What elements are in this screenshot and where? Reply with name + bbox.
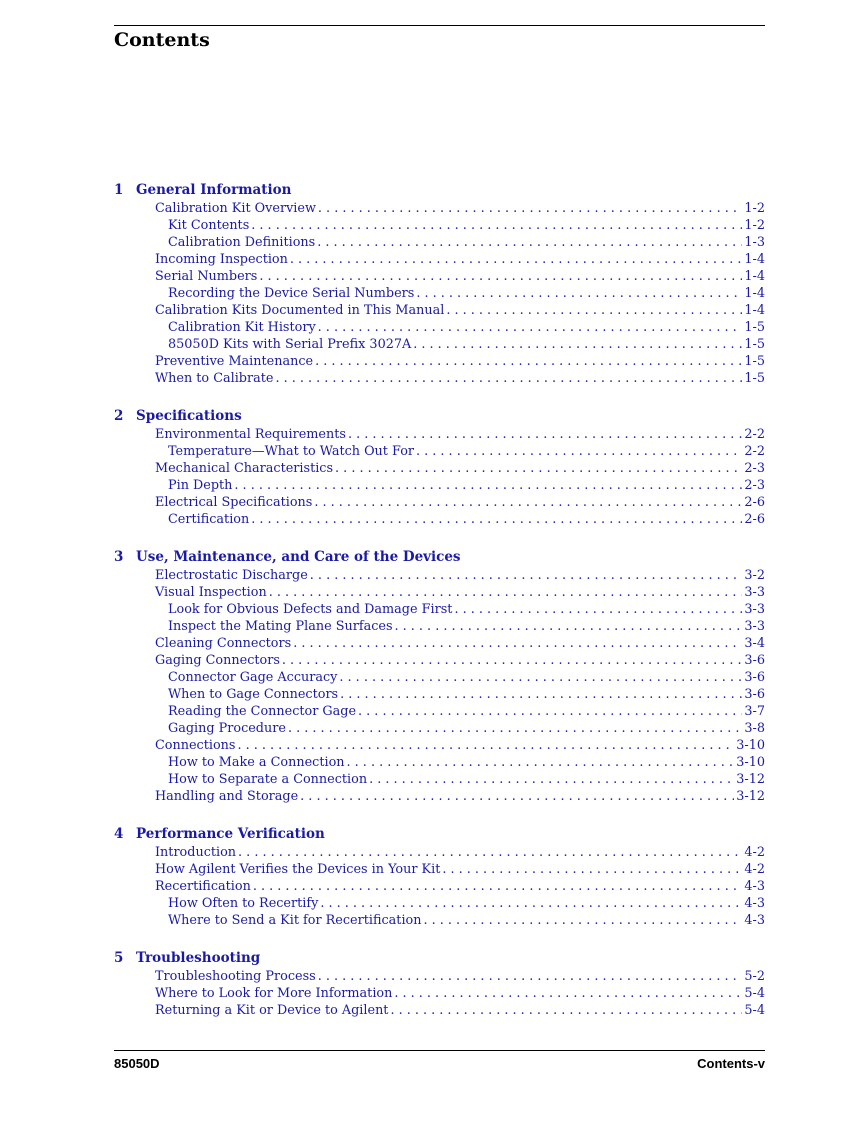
- toc-section-entry[interactable]: [114, 200, 765, 217]
- toc-entry-page: 3-6: [744, 687, 765, 702]
- toc-subsection-entry[interactable]: [114, 443, 765, 460]
- toc-section-entry[interactable]: [114, 460, 765, 477]
- toc-entry-title: How Agilent Verifies the Devices in Your Kit: [155, 862, 441, 877]
- dot-leader: [315, 353, 742, 370]
- toc-entry-page: 4-3: [744, 913, 765, 928]
- dot-leader: [318, 200, 742, 217]
- toc-entry-title: Recertification: [155, 879, 251, 894]
- toc-entry-page: 3-3: [744, 619, 765, 634]
- toc-subsection-entry[interactable]: [114, 895, 765, 912]
- toc-entry-title: Electrostatic Discharge: [155, 568, 308, 583]
- chapter-title: Use, Maintenance, and Care of the Devices: [136, 549, 461, 565]
- dot-leader: [234, 477, 742, 494]
- toc-entry-page: 5-4: [744, 986, 765, 1001]
- toc-entry-page: 5-2: [744, 969, 765, 984]
- dot-leader: [237, 737, 734, 754]
- chapter-number: 5: [114, 950, 124, 966]
- dot-leader: [293, 635, 742, 652]
- toc-entry-page: 3-3: [744, 585, 765, 600]
- chapter-number: 3: [114, 549, 124, 565]
- toc-subsection-entry[interactable]: [114, 336, 765, 353]
- dot-leader: [335, 460, 742, 477]
- toc-entry-title: Reading the Connector Gage: [168, 704, 357, 719]
- dot-leader: [416, 443, 742, 460]
- toc-entry-page: 5-4: [744, 1003, 765, 1018]
- toc-entry-title: Calibration Kit History: [168, 320, 316, 335]
- toc-subsection-entry[interactable]: [114, 511, 765, 528]
- toc-entry-page: 2-6: [744, 512, 765, 527]
- toc-entry-page: 1-4: [744, 269, 765, 284]
- dot-leader: [282, 652, 743, 669]
- toc-entry-title: How Often to Recertify: [168, 896, 319, 911]
- toc-entry-title: Visual Inspection: [155, 585, 267, 600]
- toc-entry-page: 1-3: [744, 235, 765, 250]
- dot-leader: [317, 234, 742, 251]
- toc-section-entry[interactable]: [114, 861, 765, 878]
- toc-subsection-entry[interactable]: [114, 618, 765, 635]
- dot-leader: [259, 268, 742, 285]
- toc-subsection-entry[interactable]: [114, 754, 765, 771]
- toc-entry-page: 3-12: [736, 772, 765, 787]
- toc-entry-title: 85050D Kits with Serial Prefix 3027A: [168, 337, 412, 352]
- toc-subsection-entry[interactable]: [114, 234, 765, 251]
- table-of-contents: [114, 181, 765, 1039]
- toc-entry-title: Connections: [155, 738, 236, 753]
- footer-manual-number: 85050D: [114, 1056, 160, 1071]
- toc-entry-page: 1-5: [744, 371, 765, 386]
- toc-entry-title: Preventive Maintenance: [155, 354, 314, 369]
- toc-entry-page: 1-5: [744, 320, 765, 335]
- toc-entry-page: 2-3: [744, 478, 765, 493]
- dot-leader: [390, 1002, 742, 1019]
- dot-leader: [369, 771, 734, 788]
- toc-entry-page: 3-2: [744, 568, 765, 583]
- dot-leader: [416, 285, 742, 302]
- toc-section-entry[interactable]: [114, 268, 765, 285]
- dot-leader: [290, 251, 743, 268]
- toc-entry-title: Where to Look for More Information: [155, 986, 393, 1001]
- toc-entry-page: 4-3: [744, 879, 765, 894]
- chapter-title: General Information: [136, 182, 292, 198]
- toc-entry-title: Pin Depth: [168, 478, 233, 493]
- toc-entry-title: When to Gage Connectors: [168, 687, 339, 702]
- toc-entry-page: 3-6: [744, 653, 765, 668]
- toc-entry-page: 3-10: [736, 738, 765, 753]
- dot-leader: [339, 669, 742, 686]
- toc-subsection-entry[interactable]: [114, 477, 765, 494]
- toc-subsection-entry[interactable]: [114, 912, 765, 929]
- toc-section-entry[interactable]: [114, 1002, 765, 1019]
- toc-section-entry[interactable]: [114, 985, 765, 1002]
- toc-entry-page: 2-3: [744, 461, 765, 476]
- toc-entry-title: When to Calibrate: [155, 371, 274, 386]
- dot-leader: [314, 494, 742, 511]
- toc-subsection-entry[interactable]: [114, 703, 765, 720]
- toc-section-entry[interactable]: [114, 567, 765, 584]
- toc-section-entry[interactable]: [114, 426, 765, 443]
- toc-entry-page: 3-7: [744, 704, 765, 719]
- toc-entry-title: Electrical Specifications: [155, 495, 313, 510]
- toc-entry-page: 3-6: [744, 670, 765, 685]
- toc-section-entry[interactable]: [114, 494, 765, 511]
- toc-subsection-entry[interactable]: [114, 771, 765, 788]
- toc-entry-title: Calibration Definitions: [168, 235, 316, 250]
- toc-entry-title: Where to Send a Kit for Recertification: [168, 913, 422, 928]
- toc-entry-page: 2-2: [744, 427, 765, 442]
- dot-leader: [454, 601, 742, 618]
- toc-entry-title: Connector Gage Accuracy: [168, 670, 338, 685]
- toc-entry-title: Calibration Kit Overview: [155, 201, 316, 216]
- toc-entry-page: 1-2: [744, 218, 765, 233]
- dot-leader: [340, 686, 742, 703]
- toc-entry-page: 1-4: [744, 286, 765, 301]
- toc-entry-title: Certification: [168, 512, 250, 527]
- toc-entry-title: Cleaning Connectors: [155, 636, 292, 651]
- toc-chapter: [114, 548, 765, 805]
- toc-entry-title: Temperature—What to Watch Out For: [168, 444, 415, 459]
- toc-subsection-entry[interactable]: [114, 217, 765, 234]
- toc-entry-title: Look for Obvious Defects and Damage First: [168, 602, 453, 617]
- toc-entry-page: 4-2: [744, 862, 765, 877]
- toc-chapter: [114, 825, 765, 929]
- toc-entry-title: Kit Contents: [168, 218, 250, 233]
- toc-entry-title: Handling and Storage: [155, 789, 299, 804]
- dot-leader: [446, 302, 742, 319]
- header-rule: [114, 25, 765, 26]
- toc-section-entry[interactable]: [114, 635, 765, 652]
- dot-leader: [310, 567, 743, 584]
- toc-entry-page: 2-6: [744, 495, 765, 510]
- dot-leader: [275, 370, 742, 387]
- toc-entry-title: Returning a Kit or Device to Agilent: [155, 1003, 389, 1018]
- toc-entry-page: 2-2: [744, 444, 765, 459]
- toc-entry-title: Mechanical Characteristics: [155, 461, 334, 476]
- toc-entry-page: 3-3: [744, 602, 765, 617]
- toc-subsection-entry[interactable]: [114, 686, 765, 703]
- toc-entry-title: Troubleshooting Process: [155, 969, 316, 984]
- toc-entry-title: How to Separate a Connection: [168, 772, 368, 787]
- toc-entry-page: 4-3: [744, 896, 765, 911]
- dot-leader: [238, 844, 742, 861]
- toc-subsection-entry[interactable]: [114, 285, 765, 302]
- toc-subsection-entry[interactable]: [114, 720, 765, 737]
- page-title: Contents: [114, 29, 210, 51]
- footer-page-number: Contents-v: [697, 1056, 765, 1071]
- toc-chapter: [114, 949, 765, 1019]
- dot-leader: [394, 985, 742, 1002]
- toc-subsection-entry[interactable]: [114, 601, 765, 618]
- dot-leader: [395, 618, 743, 635]
- toc-section-entry[interactable]: [114, 737, 765, 754]
- toc-chapter-heading[interactable]: [114, 407, 765, 426]
- toc-section-entry[interactable]: [114, 584, 765, 601]
- toc-entry-page: 1-5: [744, 337, 765, 352]
- dot-leader: [347, 754, 735, 771]
- dot-leader: [253, 878, 743, 895]
- dot-leader: [320, 895, 742, 912]
- dot-leader: [300, 788, 734, 805]
- toc-entry-page: 3-4: [744, 636, 765, 651]
- toc-subsection-entry[interactable]: [114, 319, 765, 336]
- toc-entry-page: 3-12: [736, 789, 765, 804]
- chapter-number: 4: [114, 826, 124, 842]
- toc-entry-title: Recording the Device Serial Numbers: [168, 286, 415, 301]
- toc-section-entry[interactable]: [114, 788, 765, 805]
- chapter-number: 2: [114, 408, 124, 424]
- toc-chapter-heading[interactable]: [114, 825, 765, 844]
- chapter-title: Specifications: [136, 408, 242, 424]
- toc-entry-title: Incoming Inspection: [155, 252, 288, 267]
- toc-chapter: [114, 407, 765, 528]
- toc-chapter-heading[interactable]: [114, 548, 765, 567]
- dot-leader: [251, 511, 742, 528]
- dot-leader: [318, 319, 743, 336]
- dot-leader: [269, 584, 743, 601]
- dot-leader: [318, 968, 743, 985]
- toc-section-entry[interactable]: [114, 251, 765, 268]
- toc-entry-title: Environmental Requirements: [155, 427, 346, 442]
- toc-entry-title: How to Make a Connection: [168, 755, 345, 770]
- toc-entry-page: 3-8: [744, 721, 765, 736]
- chapter-title: Performance Verification: [136, 826, 325, 842]
- chapter-number: 1: [114, 182, 124, 198]
- dot-leader: [442, 861, 742, 878]
- toc-entry-title: Calibration Kits Documented in This Manual: [155, 303, 445, 318]
- footer-rule: [114, 1050, 765, 1051]
- toc-entry-page: 1-4: [744, 252, 765, 267]
- dot-leader: [251, 217, 742, 234]
- toc-section-entry[interactable]: [114, 353, 765, 370]
- toc-entry-page: 1-2: [744, 201, 765, 216]
- toc-subsection-entry[interactable]: [114, 669, 765, 686]
- dot-leader: [348, 426, 742, 443]
- toc-entry-title: Gaging Procedure: [168, 721, 286, 736]
- toc-entry-title: Inspect the Mating Plane Surfaces: [168, 619, 393, 634]
- chapter-title: Troubleshooting: [136, 950, 261, 966]
- toc-entry-page: 1-4: [744, 303, 765, 318]
- toc-section-entry[interactable]: [114, 968, 765, 985]
- toc-chapter: [114, 181, 765, 387]
- dot-leader: [358, 703, 742, 720]
- dot-leader: [423, 912, 742, 929]
- toc-section-entry[interactable]: [114, 370, 765, 387]
- toc-entry-page: 4-2: [744, 845, 765, 860]
- toc-entry-page: 3-10: [736, 755, 765, 770]
- toc-entry-title: Gaging Connectors: [155, 653, 280, 668]
- toc-section-entry[interactable]: [114, 652, 765, 669]
- dot-leader: [288, 720, 742, 737]
- dot-leader: [413, 336, 742, 353]
- toc-entry-title: Introduction: [155, 845, 237, 860]
- toc-section-entry[interactable]: [114, 844, 765, 861]
- toc-entry-page: 1-5: [744, 354, 765, 369]
- toc-section-entry[interactable]: [114, 302, 765, 319]
- toc-chapter-heading[interactable]: [114, 181, 765, 200]
- toc-section-entry[interactable]: [114, 878, 765, 895]
- toc-chapter-heading[interactable]: [114, 949, 765, 968]
- toc-entry-title: Serial Numbers: [155, 269, 258, 284]
